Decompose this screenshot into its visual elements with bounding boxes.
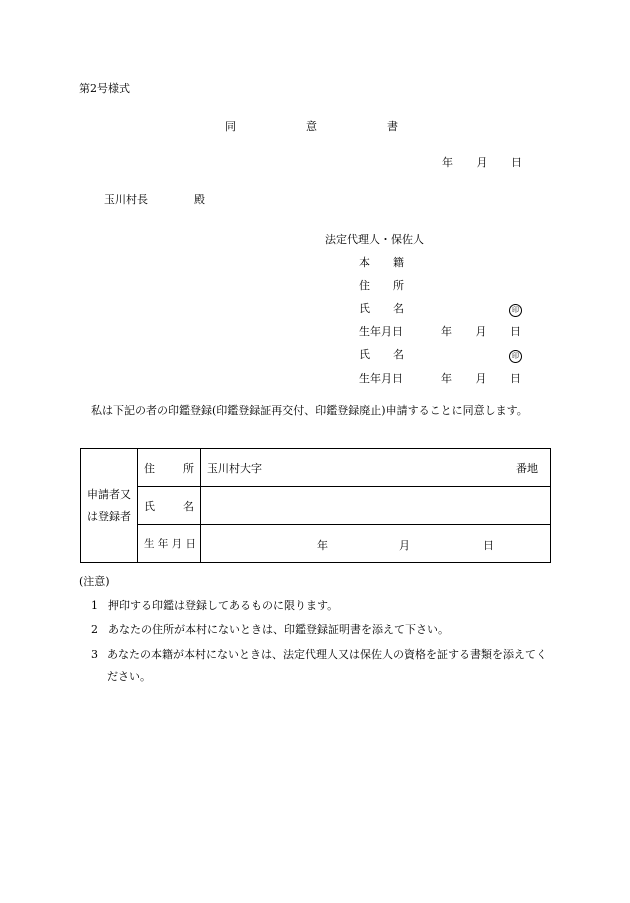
notes-heading: (注意): [79, 575, 110, 588]
seal-mark-1: 印: [509, 302, 522, 317]
form-number: 第2号様式: [79, 82, 130, 95]
applicant-header: 申請者又 は登録者: [81, 449, 138, 563]
birth-month-unit: 月: [399, 538, 410, 552]
note-item-2: [91, 623, 449, 637]
seal-mark-2: 印: [509, 348, 522, 363]
birth-year-unit: 年: [317, 538, 328, 552]
note-number-1: 1: [91, 599, 98, 612]
date-day: 日: [511, 156, 522, 169]
birth-day-unit: 日: [483, 538, 494, 552]
note-item-1: [91, 599, 338, 613]
address-prefix: 玉川村大字: [207, 461, 262, 475]
name-label: 氏 名: [138, 487, 201, 525]
representative-birthdate-units-1: 年 月 日: [441, 325, 521, 338]
representative-address-label: 住 所: [359, 279, 404, 292]
note-text-1: 押印する印鑑は登録してあるものに限ります。: [108, 599, 339, 612]
note-number-2: 2: [91, 623, 98, 636]
note-text-2: あなたの住所が本村にないときは、印鑑登録証明書を添えて下さい。: [108, 623, 449, 636]
address-field[interactable]: [201, 449, 551, 487]
birthdate-label: 生 年 月 日: [138, 525, 201, 563]
name-field[interactable]: [201, 487, 551, 525]
representative-name-label-2: 氏 名: [359, 348, 404, 361]
representative-name-label-1: 氏 名: [359, 302, 404, 315]
title-char-2: 意: [306, 120, 317, 133]
note-item-3: [91, 644, 551, 688]
document-date: [442, 156, 522, 170]
birthdate-field[interactable]: [201, 525, 551, 563]
representative-heading: 法定代理人・保佐人: [325, 233, 424, 246]
representative-birthdate-units-2: 年 月 日: [441, 372, 521, 385]
note-number-3: 3: [91, 648, 98, 661]
address-suffix: 番地: [516, 461, 538, 475]
addressee-honorific: 殿: [194, 193, 205, 206]
date-year: 年: [442, 156, 453, 169]
title-char-3: 書: [387, 120, 398, 133]
document-title: [225, 120, 398, 134]
representative-honseki-label: 本 籍: [359, 256, 404, 269]
date-month: 月: [476, 156, 488, 169]
representative-birthdate-label-1: 生年月日: [359, 325, 403, 338]
applicant-table: [80, 448, 551, 563]
title-char-1: 同: [225, 120, 236, 133]
note-text-3: あなたの本籍が本村にないときは、法定代理人又は保佐人の資格を証する書類を添えてください。: [107, 648, 547, 683]
addressee-name: 玉川村長: [104, 193, 148, 206]
consent-statement: 私は下記の者の印鑑登録(印鑑登録証再交付、印鑑登録廃止)申請することに同意します。: [91, 404, 528, 417]
representative-birthdate-label-2: 生年月日: [359, 372, 403, 385]
address-label: 住 所: [138, 449, 201, 487]
